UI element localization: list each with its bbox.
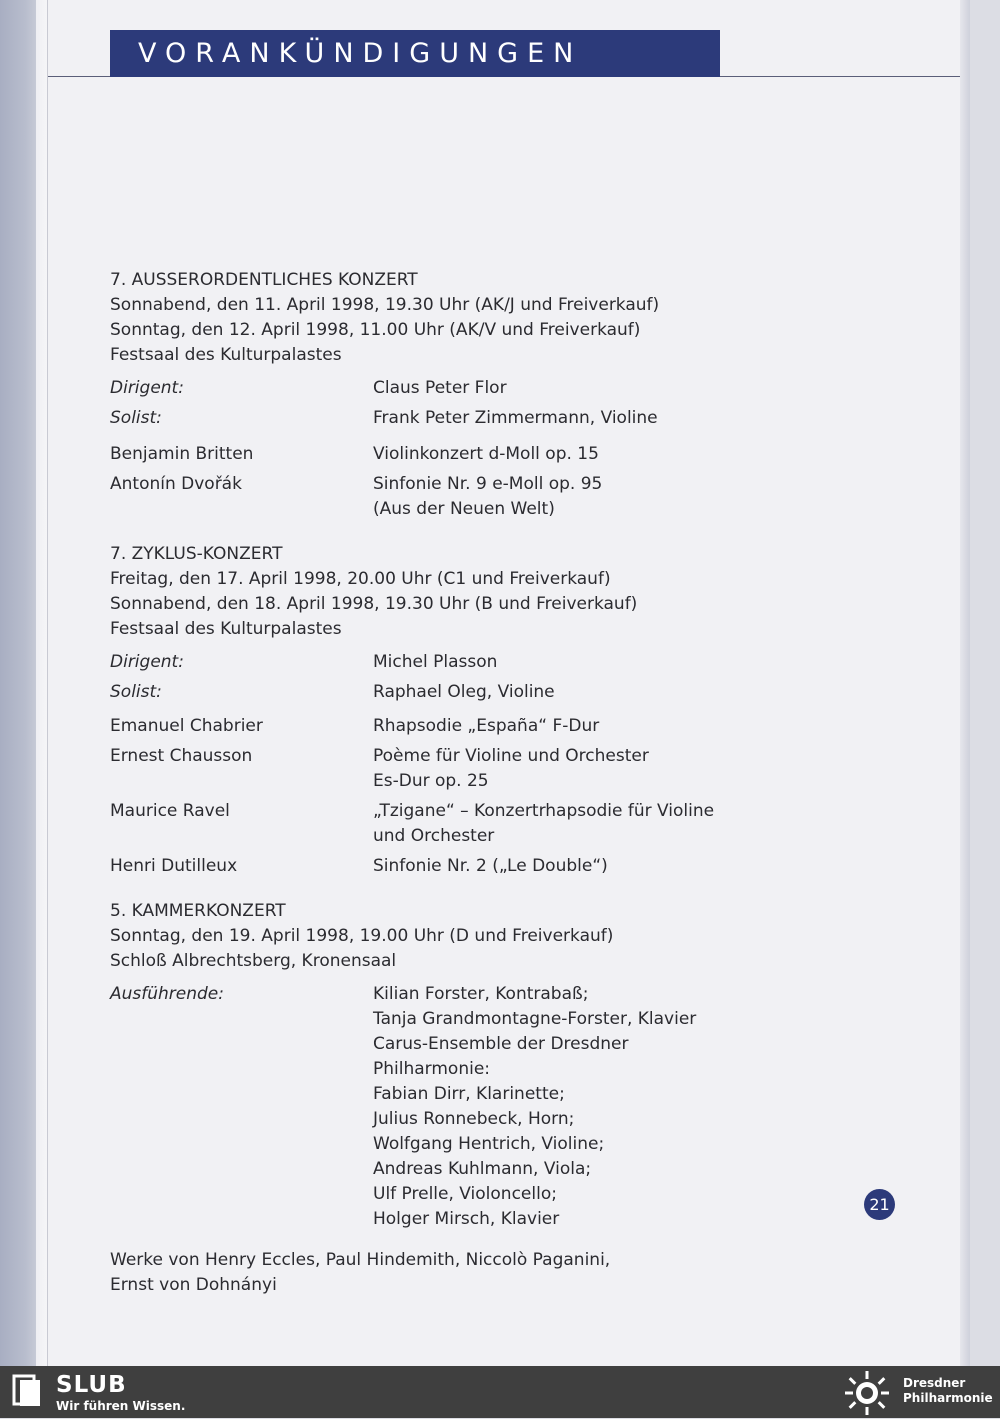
work-row <box>110 854 750 879</box>
dresdner-philharmonie-name <box>903 1376 993 1406</box>
role-row <box>110 406 750 431</box>
concert-date: Sonntag, den 19. April 1998, 19.00 Uhr (D und Freiverkauf) <box>110 926 614 946</box>
concert-title: 5. KAMMERKONZERT <box>110 901 286 921</box>
section-header <box>110 30 720 77</box>
concert-title: 7. ZYKLUS-KONZERT <box>110 544 283 564</box>
role-row <box>110 376 750 401</box>
concert-date: Sonnabend, den 11. April 1998, 19.30 Uhr (AK/J und Freiverkauf) <box>110 295 660 315</box>
work-row <box>110 472 750 522</box>
program-note <box>110 1248 750 1298</box>
role-label: Solist: <box>110 408 162 428</box>
concert-listings <box>110 268 750 1298</box>
role-value: Raphael Oleg, Violine <box>373 682 555 702</box>
concert-block <box>110 899 750 1298</box>
work-title: Sinfonie Nr. 2 („Le Double“) <box>373 856 608 876</box>
composer-name: Ernest Chausson <box>110 746 253 766</box>
performer: Tanja Grandmontagne-Forster, Klavier <box>373 1009 697 1029</box>
concert-date: Sonnabend, den 18. April 1998, 19.30 Uhr (B und Freiverkauf) <box>110 594 638 614</box>
dresdner-philharmonie-logo-icon <box>840 1371 894 1419</box>
work-row <box>110 799 750 849</box>
role-label: Dirigent: <box>110 378 184 398</box>
performers-row <box>110 982 750 1232</box>
work-row <box>110 714 750 739</box>
performer: Julius Ronnebeck, Horn; <box>373 1109 575 1129</box>
concert-venue: Schloß Albrechtsberg, Kronensaal <box>110 951 397 971</box>
performer: Fabian Dirr, Klarinette; <box>373 1084 565 1104</box>
performers-list <box>373 982 750 1232</box>
concert-venue: Festsaal des Kulturpalastes <box>110 619 342 639</box>
work-subtitle: Es-Dur op. 25 <box>373 771 489 791</box>
page-number-badge: 21 <box>864 1189 895 1220</box>
concert-venue: Festsaal des Kulturpalastes <box>110 345 342 365</box>
role-label: Solist: <box>110 682 162 702</box>
binding-strip <box>0 0 36 1366</box>
performer: Holger Mirsch, Klavier <box>373 1209 560 1229</box>
performer: Ulf Prelle, Violoncello; <box>373 1184 557 1204</box>
performer: Wolfgang Hentrich, Violine; <box>373 1134 605 1154</box>
role-value: Claus Peter Flor <box>373 378 507 398</box>
page-edge-left <box>36 0 48 1366</box>
performer: Kilian Forster, Kontrabaß; <box>373 984 589 1004</box>
concert-block <box>110 542 750 879</box>
composer-name: Henri Dutilleux <box>110 856 238 876</box>
work-title: Violinkonzert d-Moll op. 15 <box>373 444 599 464</box>
role-value: Frank Peter Zimmermann, Violine <box>373 408 658 428</box>
dp-name-line: Dresdner <box>903 1376 966 1390</box>
dp-name-line: Philharmonie <box>903 1391 993 1405</box>
concert-block <box>110 268 750 522</box>
work-subtitle: und Orchester <box>373 826 495 846</box>
role-row <box>110 680 750 705</box>
concert-date: Sonntag, den 12. April 1998, 11.00 Uhr (AK/V und Freiverkauf) <box>110 320 641 340</box>
program-note-line: Werke von Henry Eccles, Paul Hindemith, Niccolò Paganini, <box>110 1250 611 1270</box>
work-title: „Tzigane“ – Konzertrhapsodie für Violine <box>373 801 715 821</box>
work-row <box>110 744 750 794</box>
page-edge-right <box>960 0 970 1366</box>
work-row <box>110 442 750 467</box>
concert-date: Freitag, den 17. April 1998, 20.00 Uhr (C1 und Freiverkauf) <box>110 569 611 589</box>
work-title: Sinfonie Nr. 9 e-Moll op. 95 <box>373 474 603 494</box>
performer: Andreas Kuhlmann, Viola; <box>373 1159 592 1179</box>
performers-label: Ausführende: <box>110 984 224 1004</box>
concert-title: 7. AUSSERORDENTLICHES KONZERT <box>110 270 418 290</box>
work-title: Poème für Violine und Orchester <box>373 746 649 766</box>
role-value: Michel Plasson <box>373 652 498 672</box>
slub-name: SLUB <box>56 1372 127 1398</box>
footer-bar <box>0 1366 1000 1418</box>
work-title: Rhapsodie „España“ F-Dur <box>373 716 600 736</box>
composer-name: Emanuel Chabrier <box>110 716 263 736</box>
composer-name: Benjamin Britten <box>110 444 254 464</box>
work-subtitle: (Aus der Neuen Welt) <box>373 499 555 519</box>
ensemble-name: Carus-Ensemble der Dresdner Philharmonie: <box>373 1034 629 1079</box>
composer-name: Antonín Dvořák <box>110 474 242 494</box>
slub-logo-icon <box>12 1374 42 1412</box>
composer-name: Maurice Ravel <box>110 801 230 821</box>
role-label: Dirigent: <box>110 652 184 672</box>
program-note-line: Ernst von Dohnányi <box>110 1275 277 1295</box>
role-row <box>110 650 750 675</box>
slub-tagline: Wir führen Wissen. <box>56 1399 186 1413</box>
section-title: VORANKÜNDIGUNGEN <box>138 38 583 69</box>
